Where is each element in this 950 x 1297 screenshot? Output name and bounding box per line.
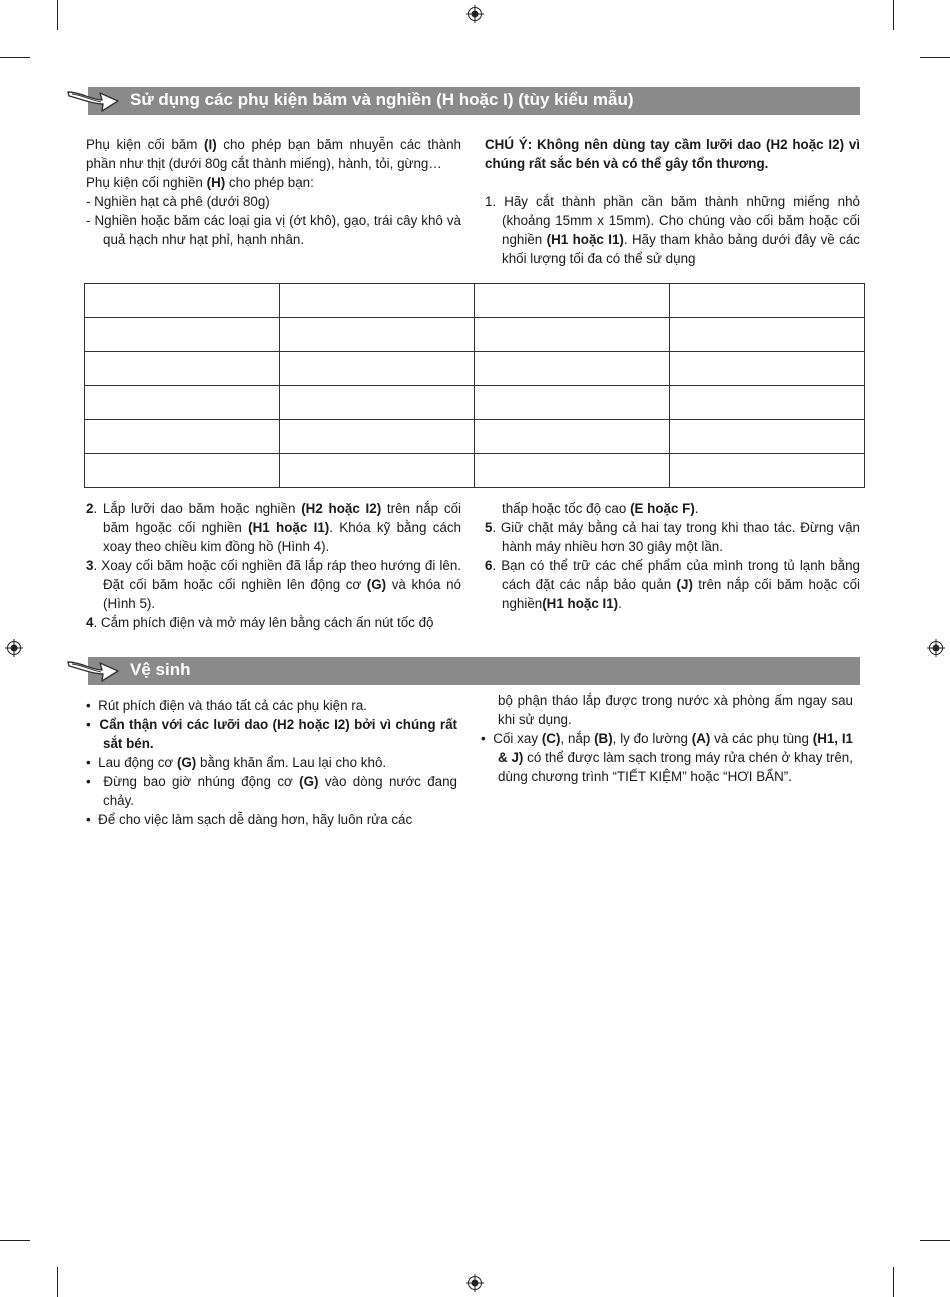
grinder-description: Phụ kiện cối nghiền (H) cho phép bạn:: [86, 175, 314, 190]
table-cell: [280, 420, 475, 454]
table-cell: [670, 386, 865, 420]
table-cell: [475, 454, 670, 488]
step-1: 1. Hãy cắt thành phần cần băm thành những miếng nhỏ (khoảng 15mm x 15mm). Cho chúng vào cối băm hoặc cối nghiền (H1 hoặc I1). Hãy tham khảo bảng dưới đây về các khối lượng tối đa có thể sử dụng: [485, 194, 860, 266]
table-cell: [670, 352, 865, 386]
bullet-icon: •: [481, 731, 486, 746]
table-cell: [670, 420, 865, 454]
cleaning-right-column: [481, 691, 853, 786]
table-cell: [85, 420, 280, 454]
list-item: • Cối xay (C), nắp (B), ly đo lường (A) và các phụ tùng (H1, I1 & J) có thể được làm sạch trong máy rửa chén ở khay trên, dùng chương trình “TIẾT KIỆM” hoặc “HƠI BẨN”.: [481, 731, 853, 784]
list-item: • Cẩn thận với các lưỡi dao (H2 hoặc I2) bởi vì chúng rất sắt bén.: [86, 717, 457, 751]
table-row: [85, 386, 865, 420]
table-cell: [85, 352, 280, 386]
table-cell: [475, 420, 670, 454]
step-2: 2. Lắp lưỡi dao băm hoặc nghiền (H2 hoặc I2) trên nắp cối băm hgoặc cối nghiền (H1 hoặc I1). Khóa kỹ bằng cách xoay theo chiều kim đồng hồ (Hình 4).: [86, 501, 462, 554]
table-row: [85, 352, 865, 386]
table-row: [85, 284, 865, 318]
step-3: 3. Xoay cối băm hoặc cối nghiền đã lắp ráp theo hướng đi lên. Đặt cối băm hoặc cối nghiền lên động cơ (G) và khóa nó (Hình 5).: [86, 558, 461, 611]
section-header-bar: [88, 657, 860, 685]
step-4-continued: thấp hoặc tốc độ cao (E hoặc F).: [502, 501, 699, 516]
table-cell: [670, 454, 865, 488]
table-row: [85, 318, 865, 352]
max-quantity-table: [84, 283, 865, 488]
hand-drawn-arrow-icon: [66, 654, 120, 686]
chopper-description: Phụ kiện cối băm (I) cho phép bạn băm nhuyễn các thành phần như thịt (dưới 80g cắt thành miếng), hành, tỏi, gừng…: [86, 137, 461, 171]
table-cell: [85, 454, 280, 488]
hand-drawn-arrow-icon: [66, 84, 120, 116]
table-cell: [280, 454, 475, 488]
caution-note: CHÚ Ý: Không nên dùng tay cầm lưỡi dao (H2 hoặc I2) vì chúng rất sắc bén và có thể gây tổn thương.: [485, 137, 860, 171]
table-cell: [475, 318, 670, 352]
table-cell: [280, 318, 475, 352]
table-row: [85, 454, 865, 488]
table-cell: [475, 386, 670, 420]
list-item: - Nghiền hoặc băm các loại gia vị (ớt khô), gạo, trái cây khô và quả hạch như hạt phỉ, hạnh nhân.: [86, 213, 461, 247]
crop-mark-bottom-left-v: [57, 1267, 58, 1297]
bullet-icon: •: [86, 755, 91, 770]
crosshair-registration-icon: [466, 1274, 484, 1292]
crop-mark-bottom-right-v: [893, 1267, 894, 1297]
table-cell: [85, 284, 280, 318]
table-cell: [670, 318, 865, 352]
table-cell: [280, 352, 475, 386]
crosshair-registration-icon: [927, 639, 945, 657]
list-item: • Đừng bao giờ nhúng động cơ (G) vào dòng nước đang chảy.: [86, 774, 457, 808]
list-item: - Nghiền hạt cà phê (dưới 80g): [86, 194, 270, 209]
list-item: • Để cho việc làm sạch dễ dàng hơn, hãy luôn rửa các: [86, 812, 413, 827]
step-4: 4. Cắm phích điện và mở máy lên bằng cách ấn nút tốc độ: [86, 615, 434, 630]
bullet-icon: •: [86, 698, 91, 713]
list-item: • Rút phích điện và tháo tất cả các phụ kiện ra.: [86, 698, 367, 713]
crop-mark-top-right-v: [893, 0, 894, 30]
bullet-icon: •: [86, 774, 91, 789]
crop-mark-bottom-left-h: [0, 1240, 30, 1241]
list-item: • Lau động cơ (G) bằng khăn ẩm. Lau lại cho khô.: [86, 755, 387, 770]
table-cell: [475, 352, 670, 386]
table-cell: [280, 386, 475, 420]
crosshair-registration-icon: [5, 639, 23, 657]
crop-mark-top-left-v: [57, 0, 58, 30]
list-item-continued: bộ phận tháo lắp được trong nước xà phòng ấm ngay sau khi sử dụng.: [498, 693, 853, 727]
step-6: 6. Bạn có thể trữ các chế phẩm của mình trong tủ lạnh bằng cách đặt các nắp bảo quản (J) trên nắp cối băm hoặc cối nghiền(H1 hoặc I1).: [485, 558, 860, 611]
crop-mark-bottom-right-h: [920, 1240, 950, 1241]
crosshair-registration-icon: [466, 5, 484, 23]
bullet-icon: •: [86, 812, 91, 827]
section-header-bar: [88, 87, 860, 115]
crop-mark-top-right-h: [920, 57, 950, 58]
table-cell: [280, 284, 475, 318]
steps-right-column: [485, 499, 860, 613]
table-cell: [475, 284, 670, 318]
bullet-icon: •: [86, 717, 91, 732]
section-title: Sử dụng các phụ kiện băm và nghiền (H hoặc I) (tùy kiểu mẫu): [130, 90, 634, 109]
intro-right-column: [485, 135, 860, 268]
intro-left-column: [86, 135, 461, 249]
step-5: 5. Giữ chặt máy bằng cả hai tay trong khi thao tác. Đừng vận hành máy nhiều hơn 30 giây một lần.: [485, 520, 860, 554]
spacer: [485, 173, 860, 192]
table-row: [85, 420, 865, 454]
crop-mark-top-left-h: [0, 57, 30, 58]
table-cell: [670, 284, 865, 318]
table-cell: [85, 318, 280, 352]
table-cell: [85, 386, 280, 420]
steps-left-column: [86, 499, 461, 632]
section-title: Vệ sinh: [130, 660, 191, 679]
cleaning-left-column: [86, 696, 457, 829]
